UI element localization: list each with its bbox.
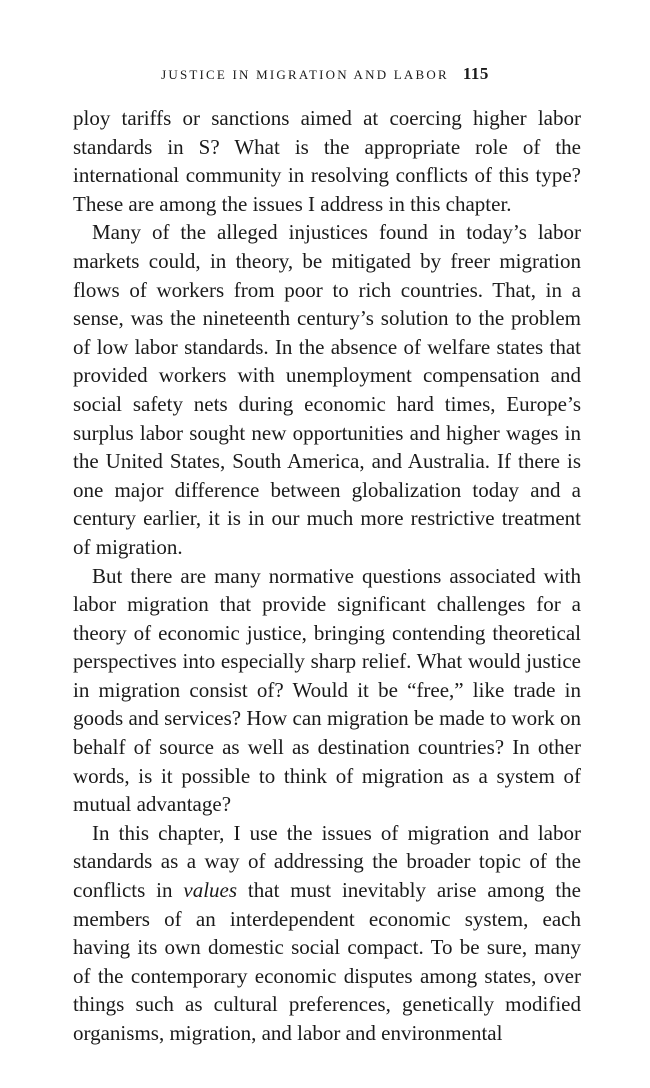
paragraph-4-text-before: In this chapter, I use the issues of migration and labor standards as a way of addressing the broader topic of the conflicts in	[73, 820, 581, 903]
paragraph-4-emphasis: values	[183, 878, 238, 903]
body-text	[73, 104, 581, 1048]
running-head	[0, 64, 650, 86]
paragraph-4-text-after: that must inevitably arise among the members of an interdependent economic system, each having its own domestic social compact. To be sure, many of the contemporary economic disputes among states, over things such as cultural preferences, genetically modified organisms, migration, and labor and environmental	[73, 878, 582, 1045]
paragraph-1: ploy tariffs or sanctions aimed at coercing higher labor standards in S? What is the appropriate role of the international community in resolving conflicts of this type? These are among the issues I address in this chapter.	[73, 106, 581, 216]
paragraph-3: But there are many normative questions associated with labor migration that provide significant challenges for a theory of economic justice, bringing contending theoretical perspectives into especially sharp relief. What would justice in migration consist of? Would it be “free,” like trade in goods and services? How can migration be made to work on behalf of source as well as destination countries? In other words, is it possible to think of migration as a system of mutual advantage?	[73, 563, 581, 817]
running-head-title: JUSTICE IN MIGRATION AND LABOR	[161, 67, 449, 82]
page-number: 115	[462, 64, 489, 83]
paragraph-4	[73, 819, 581, 1048]
paragraph-2: Many of the alleged injustices found in today’s labor markets could, in theory, be mitigated by freer migration flows of workers from poor to rich countries. That, in a sense, was the nineteenth century’s solution to the problem of low labor standards. In the absence of welfare states that provided workers with unemployment compensation and social safety nets during economic hard times, Europe’s surplus labor sought new opportunities and higher wages in the United States, South America, and Australia. If there is one major difference between globalization today and a century earlier, it is in our much more restrictive treatment of migration.	[73, 220, 581, 559]
